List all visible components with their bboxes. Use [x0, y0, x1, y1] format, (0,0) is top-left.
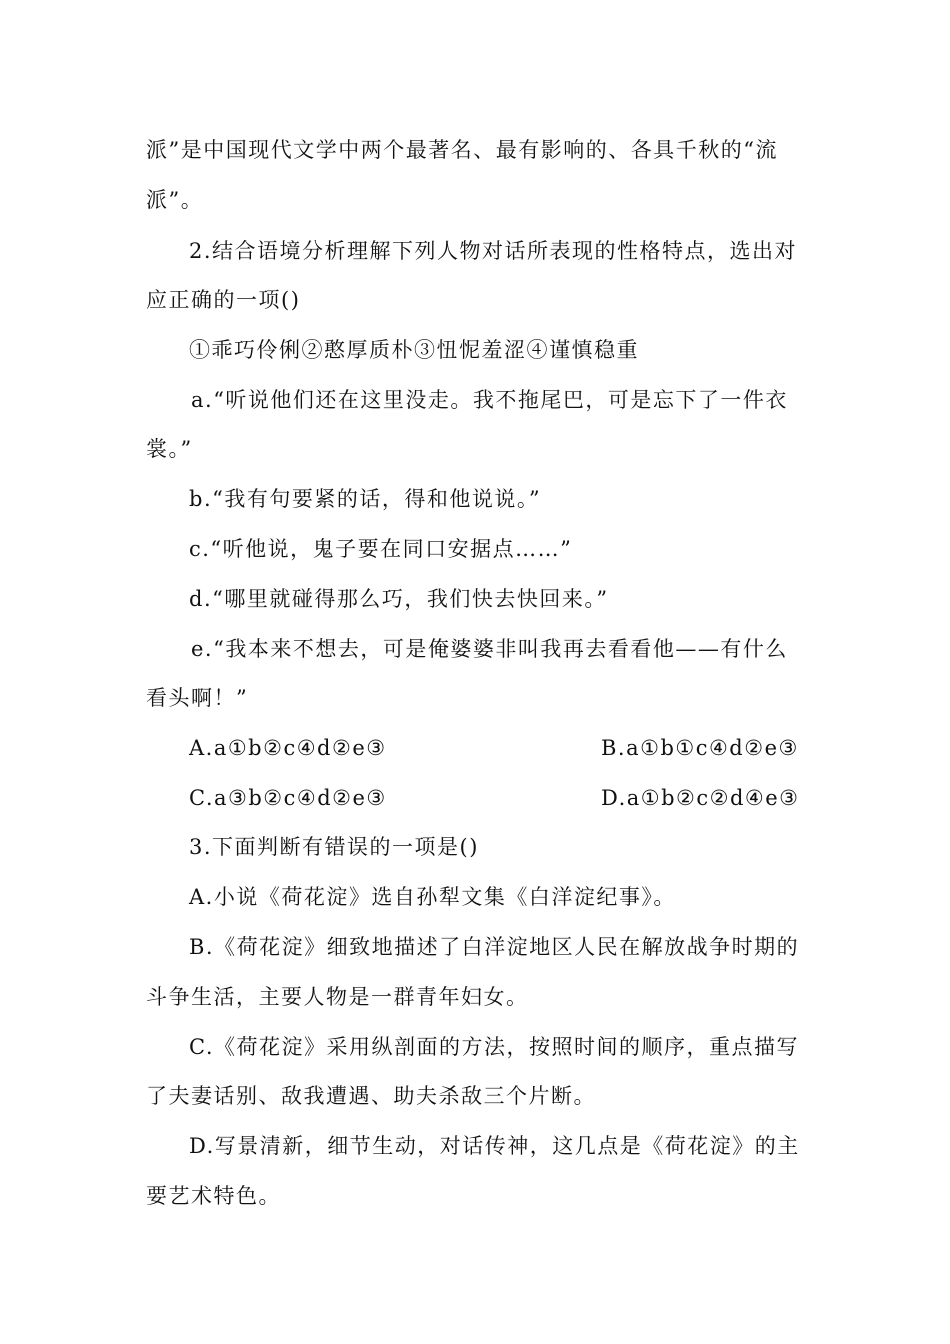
option-b-cont: 斗争生活，主要人物是一群青年妇女。 [146, 985, 529, 1009]
choice-a: A.a①b②c④d②e③ [189, 736, 387, 760]
dialogue-a-cont: 裳。” [146, 437, 193, 461]
option-a: A.小说《荷花淀》选自孙犁文集《白洋淀纪事》。 [189, 885, 676, 909]
paragraph-line: 派”。 [146, 188, 204, 212]
choice-c: C.a③b②c④d②e③ [189, 786, 387, 810]
choice-row-2 [189, 783, 800, 813]
paragraph-line: 派”是中国现代文学中两个最著名、最有影响的、各具千秋的“流 [146, 138, 778, 162]
dialogue-d: d.“哪里就碰得那么巧，我们快去快回来。” [189, 587, 609, 611]
dialogue-a: a.“听说他们还在这里没走。我不拖尾巴，可是忘下了一件衣 [191, 388, 788, 412]
dialogue-e-cont: 看头啊！” [146, 686, 249, 710]
option-d-cont: 要艺术特色。 [146, 1184, 281, 1208]
dialogue-b: b.“我有句要紧的话，得和他说说。” [189, 487, 542, 511]
option-c-cont: 了夫妻话别、敌我遭遇、助夫杀敌三个片断。 [146, 1084, 596, 1108]
question-2-stem: 2.结合语境分析理解下列人物对话所表现的性格特点，选出对 [189, 239, 798, 263]
question-2-stem-cont: 应正确的一项() [146, 288, 301, 312]
choice-b: B.a①b①c④d②e③ [601, 736, 799, 760]
trait-list: ①乖巧伶俐②憨厚质朴③忸怩羞涩④谨慎稳重 [189, 338, 639, 362]
option-b: B.《荷花淀》细致地描述了白洋淀地区人民在解放战争时期的 [189, 935, 800, 959]
option-c: C.《荷花淀》采用纵剖面的方法，按照时间的顺序，重点描写 [189, 1035, 799, 1059]
choice-d: D.a①b②c②d④e③ [601, 786, 800, 810]
dialogue-e: e.“我本来不想去，可是俺婆婆非叫我再去看看他——有什么 [191, 637, 788, 661]
dialogue-c: c.“听他说，鬼子要在同口安据点……” [189, 537, 573, 561]
choice-row-1 [189, 733, 799, 763]
option-d: D.写景清新，细节生动，对话传神，这几点是《荷花淀》的主 [189, 1134, 800, 1158]
question-3-stem: 3.下面判断有错误的一项是() [189, 835, 479, 859]
